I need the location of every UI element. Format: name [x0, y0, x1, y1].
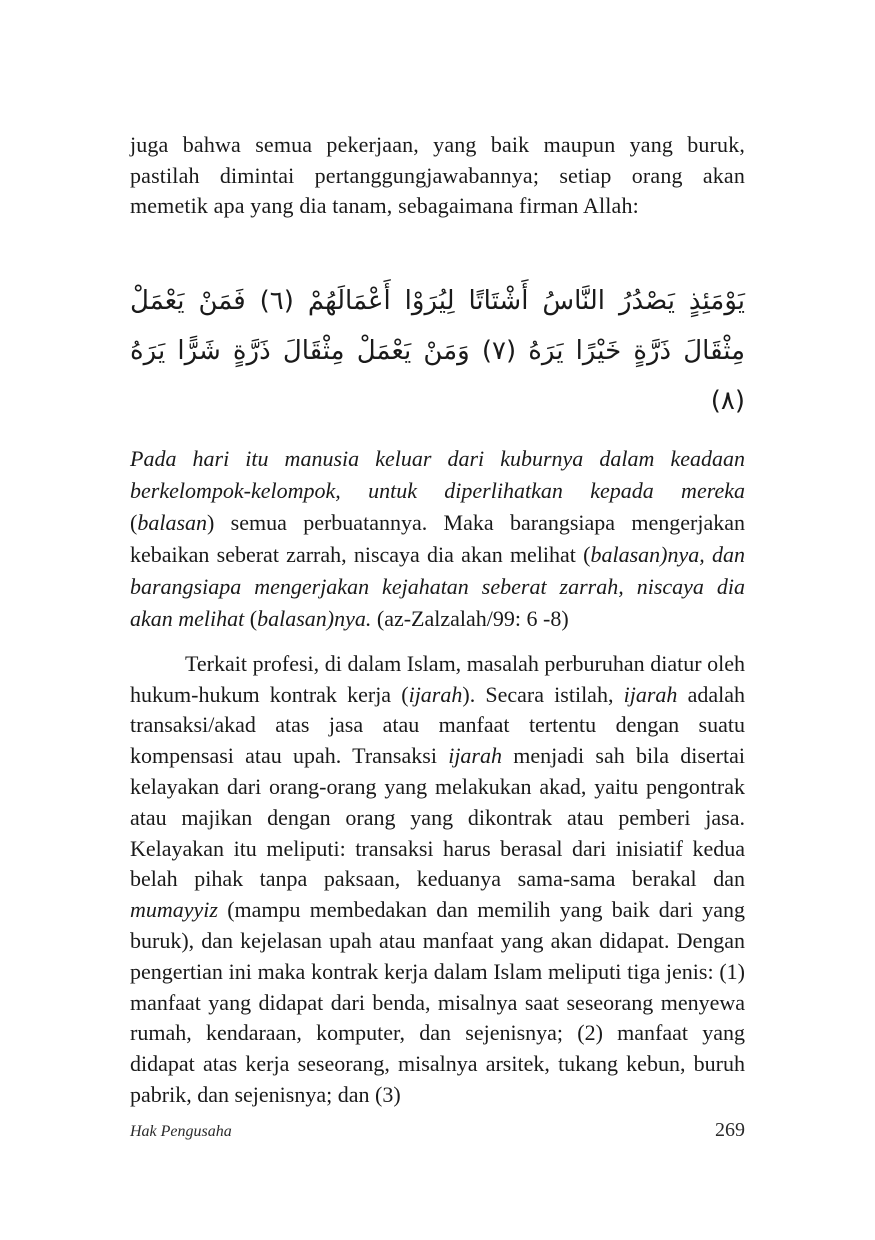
body-text: Terkait profesi, di dalam Islam, masalah perburuhan diatur oleh hukum-hukum kontrak kerja ( — [130, 650, 745, 707]
paren-open: ( — [130, 509, 138, 535]
verse-translation — [130, 443, 745, 635]
translation-text: Pada hari itu manusia keluar dari kuburnya dalam keadaan berkelompok-kelompok, untuk diperlihatkan kepada mereka — [130, 445, 745, 503]
translation-text: )nya, dan barangsiapa mengerjakan kejahatan seberat zarrah, niscaya dia akan melihat — [130, 541, 745, 631]
paren-open: ( — [249, 605, 258, 631]
term-ijarah: ijarah — [408, 681, 463, 707]
running-title: Hak Pengusaha — [130, 1123, 232, 1140]
translation-text: )nya. — [326, 605, 372, 631]
verse-reference: (az-Zalzalah/99: 6 -8) — [371, 605, 569, 631]
body-text: (mampu membedakan dan memilih yang baik dari yang buruk), dan kejelasan upah atau manfaat yang akan didapat. Dengan pengertian ini maka kontrak kerja dalam Islam meliputi tiga jenis: (1) manfaat yang didapat dari benda, misalnya saat seseorang menyewa rumah, kendaraan, komputer, dan sejenisnya; (2) manfaat yang didapat atas kerja seseorang, misalnya arsitek, tukang kebun, buruh pabrik, dan sejenisnya; dan (3) — [130, 897, 745, 1107]
translation-term: balasan — [257, 605, 327, 631]
body-text: menjadi sah bila disertai kelayakan dari orang-orang yang melakukan akad, yaitu pengontrak atau majikan dengan orang yang dikontrak atau pemberi jasa. Kelayakan itu meliputi: transaksi harus berasal dari inisiatif kedua belah pihak tanpa paksaan, keduanya sama-sama berakal dan — [130, 743, 745, 892]
quran-verse-arabic: يَوْمَئِذٍ يَصْدُرُ النَّاسُ أَشْتَاتًا لِيُرَوْا أَعْمَالَهُمْ (٦) فَمَنْ يَعْمَلْ مِثْقَالَ ذَرَّةٍ خَيْرًا يَرَهُ (٧) وَمَنْ يَعْمَلْ مِثْقَالَ ذَرَّةٍ شَرًّا يَرَهُ (٨) — [130, 285, 746, 416]
term-ijarah: ijarah — [448, 743, 502, 769]
page-footer — [130, 1119, 745, 1142]
translation-term: balasan — [137, 509, 208, 535]
page-content — [130, 130, 745, 1111]
body-paragraph — [130, 649, 745, 1111]
term-ijarah: ijarah — [623, 681, 678, 707]
page-number: 269 — [715, 1119, 745, 1141]
term-mumayyiz: mumayyiz — [130, 897, 218, 923]
intro-paragraph: juga bahwa semua pekerjaan, yang baik maupun yang buruk, pastilah dimintai pertanggungjawabannya; setiap orang akan memetik apa yang dia tanam, sebagaimana firman Allah: — [130, 132, 745, 219]
body-text: adalah transaksi/akad atas jasa atau manfaat tertentu dengan suatu kompensasi atau upah. Transaksi — [130, 681, 745, 769]
translation-term: balasan — [590, 541, 661, 567]
paren-open: ( — [583, 541, 591, 567]
body-text: ). Secara istilah, — [462, 681, 624, 707]
paren-close: ) semua perbuatannya. Maka barangsiapa mengerjakan kebaikan seberat zarrah, niscaya dia akan melihat — [130, 509, 745, 567]
